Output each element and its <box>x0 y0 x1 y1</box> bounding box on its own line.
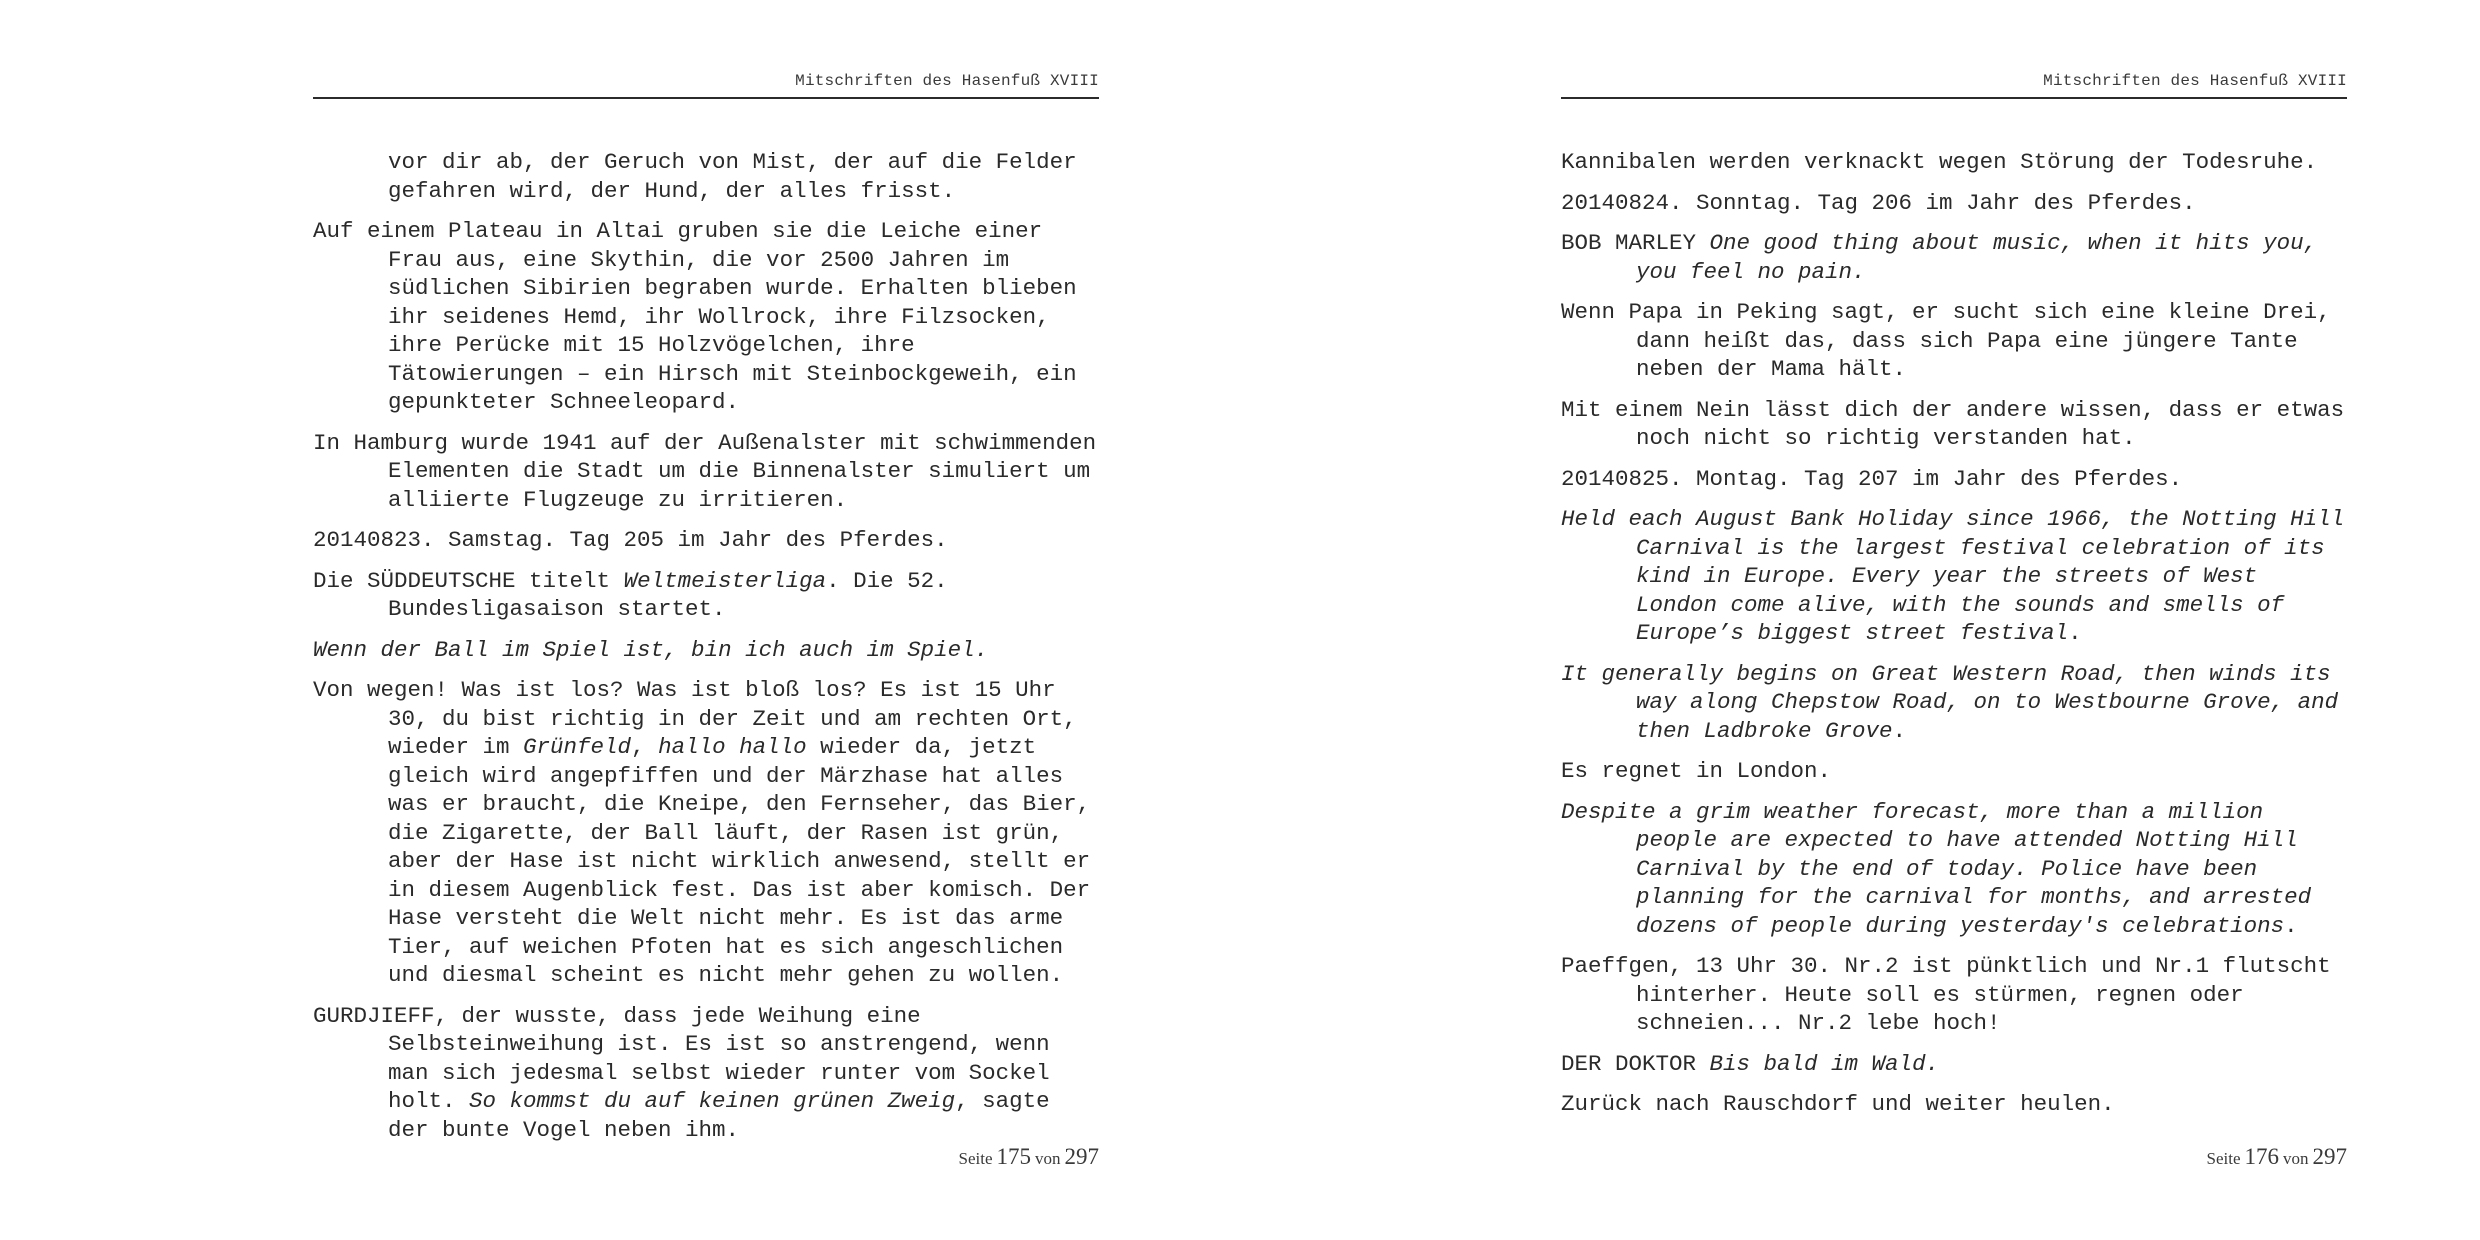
text-run: Auf einem Plateau in Altai gruben sie die Leiche einer Frau aus, eine Skythin, die vor 2500 Jahren im südlichen Sibirien begraben wurde. Erhalten blieben ihr seidenes Hemd, ihr Wollrock, ihre Filzsocken, ihre Perücke mit 15 Holzvögelchen, ihre Tätowierungen – ein Hirsch mit Steinbockgeweih, ein gepunkteter Schneeleopard. <box>313 218 1077 415</box>
paragraph <box>1561 189 2347 218</box>
text-run: Wenn Papa in Peking sagt, er sucht sich eine kleine Drei, dann heißt das, dass sich Papa eine jüngere Tante neben der Mama hält. <box>1561 299 2331 382</box>
text-run: Kannibalen werden verknackt wegen Störung der Todesruhe. <box>1561 149 2318 175</box>
text-run: Von wegen! Was ist los? Was ist bloß los? Es ist 15 Uhr 30, du bist richtig in der Zeit und am rechten Ort, wieder im <box>313 677 1077 760</box>
paragraph <box>313 636 1099 665</box>
header-rule <box>313 97 1099 99</box>
paragraph <box>1561 1050 2347 1079</box>
italic-text: hallo hallo <box>658 734 807 760</box>
italic-text: One good thing about music, when it hits you, you feel no pain. <box>1636 230 2318 285</box>
footer-page-total: 297 <box>1064 1144 1099 1169</box>
paragraph <box>1561 757 2347 786</box>
italic-text: Weltmeisterliga <box>623 567 827 594</box>
text-run: Zurück nach Rauschdorf und weiter heulen. <box>1561 1091 2115 1117</box>
text-run: . <box>1892 717 1907 744</box>
paragraph <box>1561 465 2347 494</box>
footer-seite-label: Seite <box>958 1149 993 1168</box>
paragraph <box>313 148 1099 205</box>
text-run: wieder da, jetzt gleich wird angepfiffen und der Märzhase hat alles was er braucht, die Kneipe, den Fernseher, das Bier, die Zigarette, der Ball läuft, der Rasen ist grün, aber der Hase ist nicht wirklich anwesend, stellt er in diesem Augenblick fest. Das ist aber komisch. Der Hase versteht die Welt nicht mehr. Es ist das arme Tier, auf weichen Pfoten hat es sich angeschlichen und diesmal scheint es nicht mehr gehen zu wollen. <box>388 734 1091 988</box>
italic-text: It generally begins on Great Western Road, then winds its way along Chepstow Road, on to Westbourne Grove, and then Ladbroke Grove <box>1561 660 2339 744</box>
paragraph <box>1561 298 2347 384</box>
footer-page-number: 175 <box>996 1144 1031 1169</box>
text-run: In Hamburg wurde 1941 auf der Außenalster mit schwimmenden Elementen die Stadt um die Binnenalster simuliert um alliierte Flugzeuge zu irritieren. <box>313 429 1097 513</box>
footer-seite-label: Seite <box>2206 1149 2241 1168</box>
paragraph <box>1561 229 2347 286</box>
paragraph <box>313 429 1099 515</box>
footer-page-total: 297 <box>2312 1144 2347 1169</box>
paragraph <box>313 526 1099 555</box>
right-page <box>1561 0 2347 1240</box>
page-footer <box>2207 1144 2348 1170</box>
page-footer <box>959 1144 1100 1170</box>
text-run: , sagte der bunte Vogel neben ihm. <box>388 1088 1050 1143</box>
paragraph <box>313 217 1099 417</box>
text-run: . <box>2068 620 2082 646</box>
paragraph <box>1561 952 2347 1038</box>
text-run: . <box>2284 912 2298 939</box>
text-run: 20140823. Samstag. Tag 205 im Jahr des Pferdes. <box>313 527 948 553</box>
header-rule <box>1561 97 2347 99</box>
running-head: Mitschriften des Hasenfuß XVIII <box>2043 72 2347 90</box>
footer-von-label: von <box>1035 1149 1061 1168</box>
paragraph <box>1561 660 2347 746</box>
paragraph <box>1561 505 2347 648</box>
text-run: . Die 52. Bundesligasaison startet. <box>388 567 948 622</box>
running-head: Mitschriften des Hasenfuß XVIII <box>795 72 1099 90</box>
text-run: vor dir ab, der Geruch von Mist, der auf die Felder gefahren wird, der Hund, der alles frisst. <box>388 149 1077 204</box>
italic-text: Held each August Bank Holiday since 1966, the Notting Hill Carnival is the largest festival celebration of its kind in Europe. Every year the streets of West London come alive, with the sounds and smells of Europe’s biggest street festival <box>1561 506 2345 646</box>
paragraph <box>1561 1090 2347 1119</box>
text-run: , <box>631 734 659 760</box>
page-body <box>313 148 1099 1156</box>
text-run: Mit einem Nein lässt dich der andere wissen, dass er etwas noch nicht so richtig verstanden hat. <box>1561 396 2345 451</box>
paragraph <box>313 567 1099 624</box>
text-run: GURDJIEFF, der wusste, dass jede Weihung eine Selbsteinweihung ist. Es ist so anstrengend, wenn man sich jedesmal selbst wieder runter vom Sockel holt. <box>313 1002 1050 1114</box>
paragraph <box>313 676 1099 990</box>
paragraph <box>1561 396 2347 453</box>
footer-page-number: 176 <box>2244 1144 2279 1169</box>
italic-text: Bis bald im Wald. <box>1709 1050 1940 1077</box>
text-run: 20140825. Montag. Tag 207 im Jahr des Pferdes. <box>1561 465 2183 492</box>
text-run: Die SÜDDEUTSCHE titelt <box>313 567 624 594</box>
text-run: DER DOKTOR <box>1561 1050 1710 1077</box>
text-run: BOB MARLEY <box>1561 230 1710 256</box>
italic-text: Wenn der Ball im Spiel ist, bin ich auch im Spiel. <box>313 636 989 663</box>
text-run: 20140824. Sonntag. Tag 206 im Jahr des Pferdes. <box>1561 189 2196 216</box>
text-run: Paeffgen, 13 Uhr 30. Nr.2 ist pünktlich und Nr.1 flutscht hinterher. Heute soll es stürmen, regnen oder schneien... Nr.2 lebe hoch! <box>1561 953 2331 1036</box>
footer-von-label: von <box>2283 1149 2309 1168</box>
paragraph <box>313 1002 1099 1145</box>
page-body <box>1561 148 2347 1131</box>
italic-text: So kommst du auf keinen grünen Zweig <box>469 1088 956 1114</box>
text-run: Es regnet in London. <box>1561 758 1832 784</box>
paragraph <box>1561 148 2347 177</box>
paragraph <box>1561 798 2347 941</box>
left-page <box>313 0 1099 1240</box>
italic-text: Grünfeld <box>523 734 632 760</box>
italic-text: Despite a grim weather forecast, more than a million people are expected to have attended Notting Hill Carnival by the end of today. Police have been planning for the carnival for months, and arrested dozens of people during yesterday's celebrations <box>1561 798 2312 939</box>
